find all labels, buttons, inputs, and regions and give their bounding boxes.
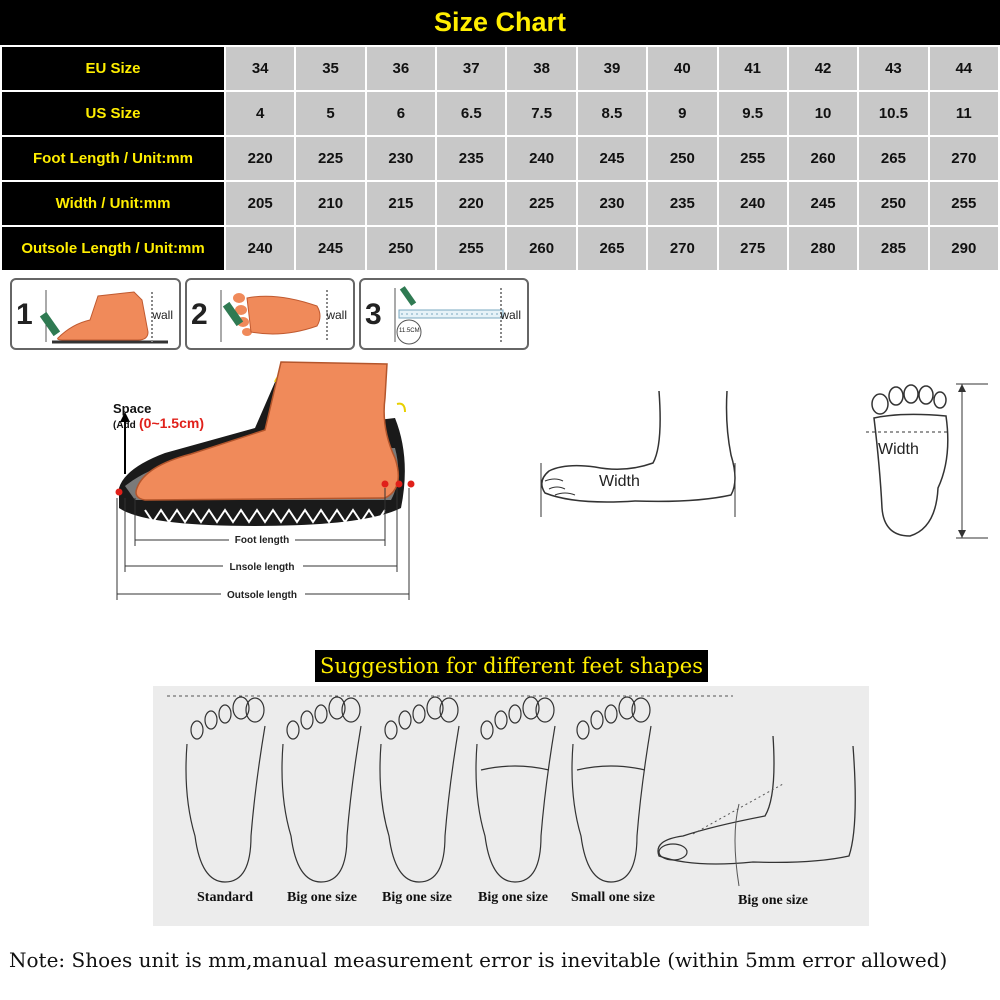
size-cell: 38: [506, 46, 576, 91]
size-row: [1, 46, 999, 91]
size-cell: 11: [929, 91, 999, 136]
measure-step-2: [185, 278, 355, 350]
step-number: 1: [16, 298, 33, 331]
foot-outline-5: [572, 697, 651, 882]
size-cell: 235: [436, 136, 506, 181]
size-cell: 280: [788, 226, 858, 271]
size-cell: 260: [506, 226, 576, 271]
size-cell: 220: [436, 181, 506, 226]
foot-illustration: [136, 362, 398, 500]
size-row: [1, 136, 999, 181]
size-cell: 7.5: [506, 91, 576, 136]
shape-label-big-3: Big one size: [478, 890, 548, 905]
measurement-note: Note: Shoes unit is mm,manual measurement error is inevitable (within 5mm error allowed): [9, 948, 948, 972]
size-cell: 35: [295, 46, 365, 91]
ruler-length-label: 11.5CM: [399, 328, 420, 334]
foot-outline-3: [380, 697, 459, 882]
size-row: [1, 91, 999, 136]
size-cell: 265: [577, 226, 647, 271]
size-cell: 250: [858, 181, 928, 226]
size-cell: 230: [366, 136, 436, 181]
foot-outline-2: [282, 697, 361, 882]
size-cell: 225: [295, 136, 365, 181]
size-cell: 240: [506, 136, 576, 181]
size-cell: 43: [858, 46, 928, 91]
size-cell: 245: [295, 226, 365, 271]
size-cell: 6: [366, 91, 436, 136]
size-cell: 275: [718, 226, 788, 271]
size-cell: 240: [225, 226, 295, 271]
shape-label-standard: Standard: [197, 890, 254, 905]
wall-label: wall: [500, 308, 521, 322]
size-cell: 230: [577, 181, 647, 226]
add-value-label: (0~1.5cm): [139, 415, 204, 431]
size-cell: 37: [436, 46, 506, 91]
size-cell: 39: [577, 46, 647, 91]
suggestion-title: Suggestion for different feet shapes: [315, 650, 708, 682]
shape-label-small: Small one size: [571, 890, 655, 905]
measure-step-1: [10, 278, 181, 350]
space-label: Space: [113, 401, 152, 416]
size-cell: 245: [788, 181, 858, 226]
foot-outline-1: [186, 697, 265, 882]
size-cell: 265: [858, 136, 928, 181]
size-cell: 44: [929, 46, 999, 91]
size-cell: 9: [647, 91, 717, 136]
size-cell: 34: [225, 46, 295, 91]
size-row-label: Width / Unit:mm: [1, 181, 225, 226]
shape-label-big-2: Big one size: [382, 890, 452, 905]
size-row: [1, 181, 999, 226]
size-cell: 255: [436, 226, 506, 271]
foot-sole-width-diagram: [862, 378, 992, 543]
size-cell: 10.5: [858, 91, 928, 136]
size-cell: 4: [225, 91, 295, 136]
size-cell: 285: [858, 226, 928, 271]
size-cell: 260: [788, 136, 858, 181]
size-cell: 245: [577, 136, 647, 181]
size-cell: 235: [647, 181, 717, 226]
size-row-label: Foot Length / Unit:mm: [1, 136, 225, 181]
size-cell: 9.5: [718, 91, 788, 136]
feet-shapes-panel: [153, 686, 869, 926]
shape-label-big-1: Big one size: [287, 890, 357, 905]
shape-label-big-side: Big one size: [738, 893, 808, 908]
size-cell: 42: [788, 46, 858, 91]
size-cell: 290: [929, 226, 999, 271]
size-row: [1, 226, 999, 271]
shoe-length-diagram: [105, 358, 425, 608]
size-cell: 225: [506, 181, 576, 226]
size-cell: 40: [647, 46, 717, 91]
size-cell: 205: [225, 181, 295, 226]
size-cell: 240: [718, 181, 788, 226]
wall-label: wall: [152, 308, 173, 322]
measure-step-3: [359, 278, 529, 350]
size-row-label: EU Size: [1, 46, 225, 91]
size-cell: 220: [225, 136, 295, 181]
size-row-label: Outsole Length / Unit:mm: [1, 226, 225, 271]
step-number: 2: [191, 298, 208, 331]
size-cell: 215: [366, 181, 436, 226]
size-table: [0, 45, 1000, 272]
size-cell: 5: [295, 91, 365, 136]
size-cell: 8.5: [577, 91, 647, 136]
size-cell: 10: [788, 91, 858, 136]
size-cell: 270: [929, 136, 999, 181]
wall-label: wall: [326, 308, 347, 322]
size-row-label: US Size: [1, 91, 225, 136]
size-cell: 250: [366, 226, 436, 271]
size-cell: 41: [718, 46, 788, 91]
size-cell: 36: [366, 46, 436, 91]
size-cell: 250: [647, 136, 717, 181]
insole-length-label: Lnsole length: [229, 562, 295, 573]
foot-side-width-diagram: [535, 385, 745, 525]
size-cell: 255: [929, 181, 999, 226]
size-cell: 210: [295, 181, 365, 226]
add-prefix-label: (Add: [113, 420, 136, 431]
size-chart-title: Size Chart: [0, 0, 1000, 45]
size-cell: 6.5: [436, 91, 506, 136]
outsole-length-label: Outsole length: [227, 590, 297, 601]
foot-length-label: Foot length: [234, 535, 290, 546]
width-side-label: Width: [599, 473, 640, 490]
step-number: 3: [365, 298, 382, 331]
width-sole-label: Width: [878, 441, 919, 458]
size-cell: 255: [718, 136, 788, 181]
size-cell: 270: [647, 226, 717, 271]
foot-outline-4: [476, 697, 555, 882]
